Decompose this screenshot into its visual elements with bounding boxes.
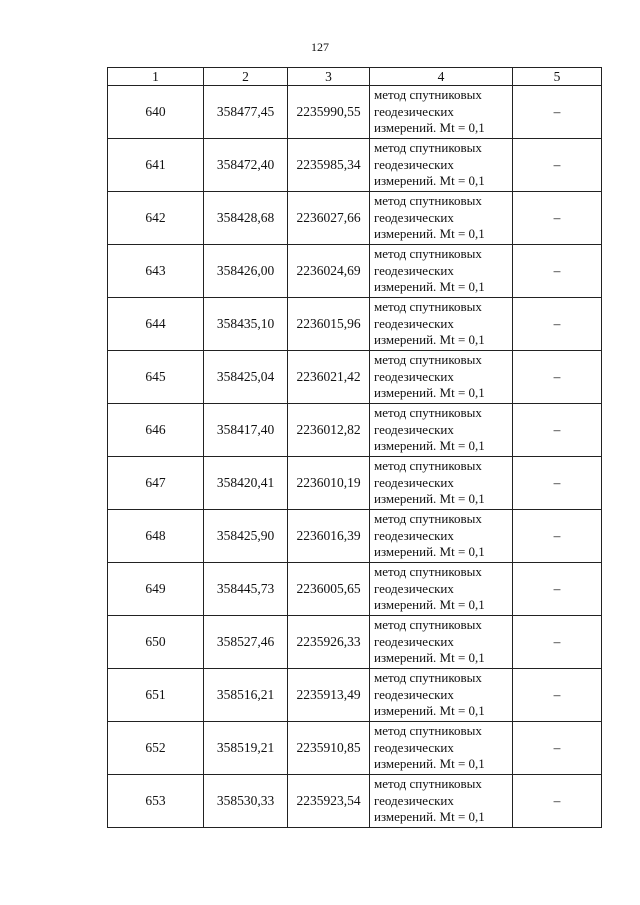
note-dash: –: [513, 722, 602, 775]
table-row: [108, 563, 602, 616]
coordinate-x: 358425,90: [204, 510, 288, 563]
point-number: 649: [108, 563, 204, 616]
coordinate-x: 358477,45: [204, 86, 288, 139]
note-dash: –: [513, 563, 602, 616]
point-number: 651: [108, 669, 204, 722]
table-row: [108, 669, 602, 722]
method-description: [370, 351, 513, 404]
note-dash: –: [513, 404, 602, 457]
method-description: [370, 669, 513, 722]
table-row: [108, 510, 602, 563]
note-dash: –: [513, 298, 602, 351]
method-line-2: геодезических: [374, 315, 454, 331]
point-number: 653: [108, 775, 204, 828]
method-line-2: геодезических: [374, 156, 454, 172]
method-line-3: измерений. Mt = 0,1: [374, 597, 485, 613]
coordinate-y: 2235913,49: [288, 669, 370, 722]
method-line-3: измерений. Mt = 0,1: [374, 279, 485, 295]
method-description: [370, 139, 513, 192]
method-line-1: метод спутниковых: [374, 458, 482, 474]
coordinate-y: 2236015,96: [288, 298, 370, 351]
table-row: [108, 722, 602, 775]
method-description: [370, 563, 513, 616]
method-line-3: измерений. Mt = 0,1: [374, 173, 485, 189]
method-line-1: метод спутниковых: [374, 776, 482, 792]
method-line-2: геодезических: [374, 209, 454, 225]
method-line-2: геодезических: [374, 421, 454, 437]
method-line-2: геодезических: [374, 368, 454, 384]
method-line-2: геодезических: [374, 633, 454, 649]
header-row: [108, 68, 602, 86]
point-number: 644: [108, 298, 204, 351]
note-dash: –: [513, 192, 602, 245]
method-description: [370, 192, 513, 245]
coordinate-y: 2236012,82: [288, 404, 370, 457]
note-dash: –: [513, 351, 602, 404]
method-line-3: измерений. Mt = 0,1: [374, 491, 485, 507]
method-line-3: измерений. Mt = 0,1: [374, 544, 485, 560]
point-number: 647: [108, 457, 204, 510]
note-dash: –: [513, 245, 602, 298]
method-line-1: метод спутниковых: [374, 87, 482, 103]
table-row: [108, 616, 602, 669]
method-line-3: измерений. Mt = 0,1: [374, 226, 485, 242]
coordinate-y: 2236021,42: [288, 351, 370, 404]
coordinate-y: 2236005,65: [288, 563, 370, 616]
header-col-2: 2: [204, 68, 288, 86]
point-number: 642: [108, 192, 204, 245]
method-line-3: измерений. Mt = 0,1: [374, 650, 485, 666]
method-line-3: измерений. Mt = 0,1: [374, 438, 485, 454]
method-description: [370, 722, 513, 775]
method-line-2: геодезических: [374, 103, 454, 119]
note-dash: –: [513, 139, 602, 192]
method-line-2: геодезических: [374, 739, 454, 755]
coordinate-y: 2235926,33: [288, 616, 370, 669]
method-description: [370, 404, 513, 457]
method-line-3: измерений. Mt = 0,1: [374, 120, 485, 136]
method-line-2: геодезических: [374, 262, 454, 278]
method-description: [370, 510, 513, 563]
method-line-1: метод спутниковых: [374, 246, 482, 262]
method-line-2: геодезических: [374, 580, 454, 596]
coordinate-x: 358428,68: [204, 192, 288, 245]
method-line-1: метод спутниковых: [374, 723, 482, 739]
header-col-5: 5: [513, 68, 602, 86]
note-dash: –: [513, 669, 602, 722]
table-row: [108, 192, 602, 245]
coordinate-y: 2236016,39: [288, 510, 370, 563]
table-row: [108, 245, 602, 298]
method-description: [370, 775, 513, 828]
method-line-3: измерений. Mt = 0,1: [374, 385, 485, 401]
point-number: 643: [108, 245, 204, 298]
table-row: [108, 457, 602, 510]
method-line-1: метод спутниковых: [374, 140, 482, 156]
method-line-1: метод спутниковых: [374, 352, 482, 368]
coordinate-x: 358472,40: [204, 139, 288, 192]
method-line-1: метод спутниковых: [374, 299, 482, 315]
note-dash: –: [513, 775, 602, 828]
header-col-4: 4: [370, 68, 513, 86]
table-row: [108, 404, 602, 457]
coordinate-x: 358527,46: [204, 616, 288, 669]
coordinate-x: 358445,73: [204, 563, 288, 616]
point-number: 646: [108, 404, 204, 457]
method-line-2: геодезических: [374, 474, 454, 490]
note-dash: –: [513, 616, 602, 669]
method-line-1: метод спутниковых: [374, 511, 482, 527]
table-row: [108, 86, 602, 139]
coordinate-y: 2236027,66: [288, 192, 370, 245]
point-number: 641: [108, 139, 204, 192]
header-col-3: 3: [288, 68, 370, 86]
method-line-2: геодезических: [374, 792, 454, 808]
header-col-1: 1: [108, 68, 204, 86]
method-line-1: метод спутниковых: [374, 670, 482, 686]
method-line-3: измерений. Mt = 0,1: [374, 332, 485, 348]
note-dash: –: [513, 86, 602, 139]
coordinate-y: 2235985,34: [288, 139, 370, 192]
method-description: [370, 616, 513, 669]
coordinate-x: 358417,40: [204, 404, 288, 457]
point-number: 650: [108, 616, 204, 669]
table-body: [108, 86, 602, 828]
method-line-2: геодезических: [374, 686, 454, 702]
coordinate-x: 358516,21: [204, 669, 288, 722]
coordinate-y: 2236010,19: [288, 457, 370, 510]
point-number: 645: [108, 351, 204, 404]
table-row: [108, 775, 602, 828]
coordinate-x: 358426,00: [204, 245, 288, 298]
method-line-1: метод спутниковых: [374, 564, 482, 580]
method-line-2: геодезических: [374, 527, 454, 543]
coordinate-y: 2236024,69: [288, 245, 370, 298]
note-dash: –: [513, 457, 602, 510]
coordinate-x: 358435,10: [204, 298, 288, 351]
method-description: [370, 457, 513, 510]
method-line-1: метод спутниковых: [374, 617, 482, 633]
method-line-3: измерений. Mt = 0,1: [374, 809, 485, 825]
method-line-1: метод спутниковых: [374, 193, 482, 209]
coordinate-x: 358425,04: [204, 351, 288, 404]
table-row: [108, 351, 602, 404]
page-number: 127: [311, 40, 329, 54]
method-description: [370, 86, 513, 139]
coordinate-y: 2235923,54: [288, 775, 370, 828]
method-description: [370, 245, 513, 298]
table-row: [108, 298, 602, 351]
coordinate-y: 2235910,85: [288, 722, 370, 775]
method-description: [370, 298, 513, 351]
method-line-3: измерений. Mt = 0,1: [374, 756, 485, 772]
method-line-1: метод спутниковых: [374, 405, 482, 421]
coordinate-x: 358530,33: [204, 775, 288, 828]
coordinate-y: 2235990,55: [288, 86, 370, 139]
method-line-3: измерений. Mt = 0,1: [374, 703, 485, 719]
coordinate-x: 358420,41: [204, 457, 288, 510]
table-row: [108, 139, 602, 192]
coordinate-x: 358519,21: [204, 722, 288, 775]
point-number: 648: [108, 510, 204, 563]
point-number: 652: [108, 722, 204, 775]
point-number: 640: [108, 86, 204, 139]
coordinates-table: [107, 67, 602, 828]
note-dash: –: [513, 510, 602, 563]
